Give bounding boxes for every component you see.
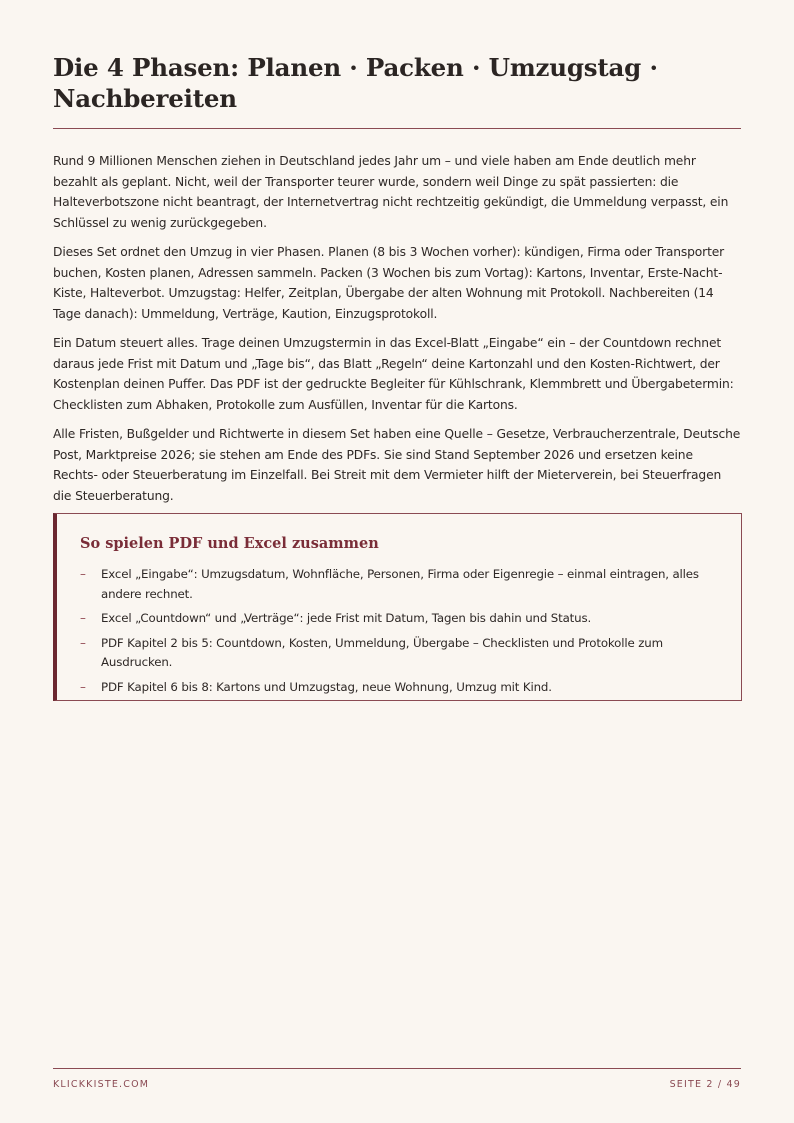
list-item-text: PDF Kapitel 2 bis 5: Countdown, Kosten, Ummeldung, Übergabe – Checklisten und Protokolle zum Ausdrucken. [101, 635, 663, 669]
list-item [80, 634, 720, 673]
footer-site-link[interactable]: KLICKKISTE.COM [53, 1079, 150, 1090]
list-item [80, 678, 720, 698]
dash-bullet-icon: – [80, 611, 86, 625]
info-callout-box [53, 513, 742, 701]
list-item-text: Excel „Eingabe“: Umzugsdatum, Wohnfläche, Personen, Firma oder Eigenregie – einmal eintragen, alles andere rechnet. [101, 567, 699, 601]
list-item-text: Excel „Countdown“ und „Verträge“: jede Frist mit Datum, Tagen bis dahin und Status. [101, 611, 592, 625]
dash-bullet-icon: – [80, 635, 86, 650]
page-title: Die 4 Phasen: Planen · Packen · Umzugstag · Nachbereiten [53, 53, 658, 113]
dash-bullet-icon: – [80, 567, 86, 581]
paragraph-phases: Dieses Set ordnet den Umzug in vier Phasen. Planen (8 bis 3 Wochen vorher): kündigen, Firma oder Transporter buchen, Kosten planen, Adressen sammeln. Packen (3 Wochen bis zum Vortag): Kartons, Inventar, Erste-Nacht-Kiste, Halteverbot. Umzugstag: Helfer, Zeitplan, Übergabe der alten Wohnung mit Protokoll. Nachbereiten (14 Tage danach): Ummeldung, Verträge, Kaution, Einzugsprotokoll. [53, 245, 725, 321]
paragraph-sources: Alle Fristen, Bußgelder und Richtwerte in diesem Set haben eine Quelle – Gesetze, Verbraucherzentrale, Deutsche Post, Marktpreise 2026; sie stehen am Ende des PDFs. Sie sind Stand September 2026 und ersetzen keine Rechts- oder Steuerberatung im Einzelfall. Bei Streit mit dem Vermieter hilft der Mieterverein, bei Steuerfragen die Steuerberatung. [53, 427, 741, 503]
dash-bullet-icon: – [80, 679, 86, 694]
intro-text [53, 151, 741, 506]
paragraph-date: Ein Datum steuert alles. Trage deinen Umzugstermin in das Excel-Blatt „Eingabe“ ein – der Countdown rechnet daraus jede Frist mit Datum und „Tage bis“, das Blatt „Regeln“ deine Kartonzahl und den Kosten-Richtwert, der Kostenplan deinen Puffer. Das PDF ist der gedruckte Begleiter für Kühlschrank, Klemmbrett und Übergabetermin: Checklisten zum Abhaken, Protokolle zum Ausfüllen, Inventar für die Kartons. [53, 336, 734, 412]
page-number: SEITE 2 / 49 [669, 1079, 741, 1090]
list-item [80, 565, 720, 604]
callout-list [80, 565, 720, 702]
page-content [53, 52, 741, 515]
page-footer [53, 1068, 741, 1090]
list-item [80, 609, 720, 629]
title-divider [53, 128, 741, 129]
list-item-text: PDF Kapitel 6 bis 8: Kartons und Umzugstag, neue Wohnung, Umzug mit Kind. [101, 679, 552, 694]
callout-heading: So spielen PDF und Excel zusammen [80, 535, 379, 552]
paragraph-intro: Rund 9 Millionen Menschen ziehen in Deutschland jedes Jahr um – und viele haben am Ende deutlich mehr bezahlt als geplant. Nicht, weil der Transporter teurer wurde, sondern weil Dinge zu spät passierten: die Halteverbotszone nicht beantragt, der Internetvertrag nicht rechtzeitig gekündigt, die Ummeldung verpasst, ein Schlüssel zu wenig zurückgegeben. [53, 154, 729, 230]
